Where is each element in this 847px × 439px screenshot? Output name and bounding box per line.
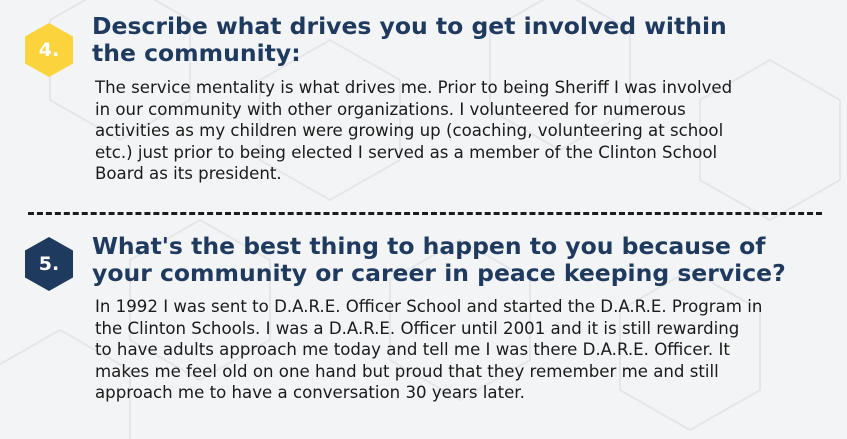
question-4-hexagon-badge bbox=[24, 22, 74, 78]
question-4-answer: The service mentality is what drives me. Prior to being Sheriff I was involved in our community with other organizations. I volunteered for numerous activities as my children were growing up (coaching, volunteering at school etc.) just prior to being elected I served as a member of the Clinton School Board as its president. bbox=[95, 78, 733, 184]
question-5-number: 5. bbox=[38, 253, 60, 275]
question-5-hexagon-badge bbox=[24, 236, 74, 292]
question-5-title: What's the best thing to happen to you because of your community or career in peace keeping service? bbox=[92, 232, 786, 287]
question-5-answer: In 1992 I was sent to D.A.R.E. Officer School and started the D.A.R.E. Program in the Clinton Schools. I was a D.A.R.E. Officer until 2001 and it is still rewarding to have adults approach me today and tell me I was there D.A.R.E. Officer. It makes me feel old on one hand but proud that they remember me and still approach me to have a conversation 30 years later. bbox=[95, 297, 763, 403]
dashed-divider bbox=[28, 212, 822, 215]
question-4-title: Describe what drives you to get involved within the community: bbox=[92, 12, 727, 67]
question-4-number: 4. bbox=[38, 39, 60, 61]
